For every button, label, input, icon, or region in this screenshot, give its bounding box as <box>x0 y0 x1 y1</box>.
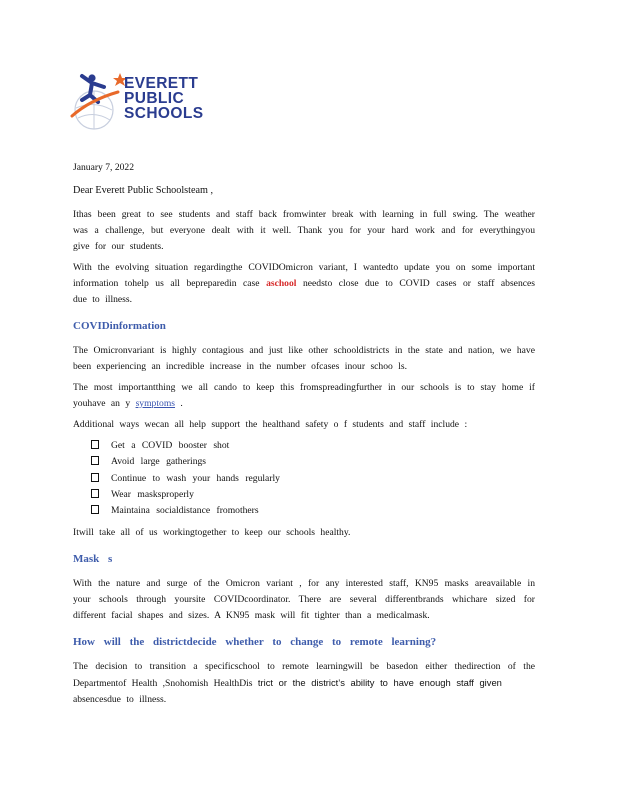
logo-line-3: SCHOOLS <box>124 105 204 122</box>
checkbox-bullet-icon <box>91 440 99 449</box>
checkbox-bullet-icon <box>91 489 99 498</box>
list-item <box>91 454 535 470</box>
omicron-paragraph: The Omicronvariant is highly contagious and just like other schooldistricts in the state and nation, we have been experiencing an incredible increase in the number ofcases inour schoo ls. <box>73 345 535 372</box>
everett-public-schools-logo <box>70 70 210 130</box>
masks-paragraph: With the nature and surge of the Omicron variant , for any interested staff, KN95 masks areavailable in your schools through yoursite COVIDcoordinator. There are several differentbrands whichare sized for different facial shapes and sizes. A KN95 mask will fit tighter than a medicalmask. <box>73 578 535 622</box>
checkbox-bullet-icon <box>91 456 99 465</box>
safety-list <box>73 438 535 519</box>
heading-remote-learning: How will the districtdecide whether to change to remote learning? <box>73 636 437 649</box>
support-paragraph: Additional ways wecan all help support the healthand safety o f students and staff include : <box>73 419 468 430</box>
update-text-2: needsto close due to COVID cases or staff absences due to illness. <box>73 278 535 305</box>
list-item-text: Get a COVID booster shot <box>111 440 230 451</box>
update-text-1: With the evolving situation regardingthe COVIDOmicron variant, I wantedto update you on some important information tohelp us all bepreparedin case <box>73 262 535 289</box>
intro-paragraph: Ithas been great to see students and staff back fromwinter break with learning in full swing. The weather was a challenge, but everyone dealt with it well. Thank you for your hard work and for everythingyou give for our students. <box>73 209 535 252</box>
logo-line-1: EVERETT <box>124 75 199 92</box>
list-item <box>91 438 535 454</box>
letter-body <box>73 160 535 713</box>
letter-date: January 7, 2022 <box>73 162 135 173</box>
logo-wordmark <box>124 76 203 121</box>
checkbox-bullet-icon <box>91 473 99 482</box>
remote-text-3: absencesdue to illness. <box>73 694 167 706</box>
stay-home-end: . <box>175 398 183 409</box>
list-item <box>91 471 535 487</box>
update-paragraph <box>73 260 535 308</box>
list-item-text: Continue to wash your hands regularly <box>111 472 280 484</box>
list-item-text: Wear masksproperly <box>111 488 194 500</box>
salutation: Dear Everett Public Schoolsteam , <box>73 185 214 196</box>
school-logo-icon <box>70 70 126 130</box>
list-item <box>91 503 535 519</box>
highlighted-word: aschool <box>266 278 297 289</box>
heading-covid-information: COVIDinformation <box>73 320 166 332</box>
logo-line-2: PUBLIC <box>124 90 185 107</box>
heading-masks: Mask s <box>73 553 113 566</box>
remote-text-2: trict or the district’s ability to have enough staff given <box>257 677 502 689</box>
remote-paragraph <box>73 659 535 708</box>
together-paragraph: Itwill take all of us workingtogether to keep our schools healthy. <box>73 527 351 539</box>
list-item-text: Avoid large gatherings <box>111 456 207 468</box>
remote-text-1: The decision to transition a specificschool to remote learningwill be basedon either thedirection of the Departmentof Health ,Snohomish HealthDis <box>73 661 535 690</box>
list-item-text: Maintaina socialdistance fromothers <box>111 505 259 517</box>
list-item <box>91 487 535 503</box>
stay-home-paragraph <box>73 380 535 412</box>
symptoms-link[interactable]: symptoms <box>135 398 176 409</box>
stay-home-text: The most importantthing we all cando to keep this fromspreadingfurther in our schools is to stay home if youhave an y <box>73 382 535 409</box>
checkbox-bullet-icon <box>91 505 99 514</box>
